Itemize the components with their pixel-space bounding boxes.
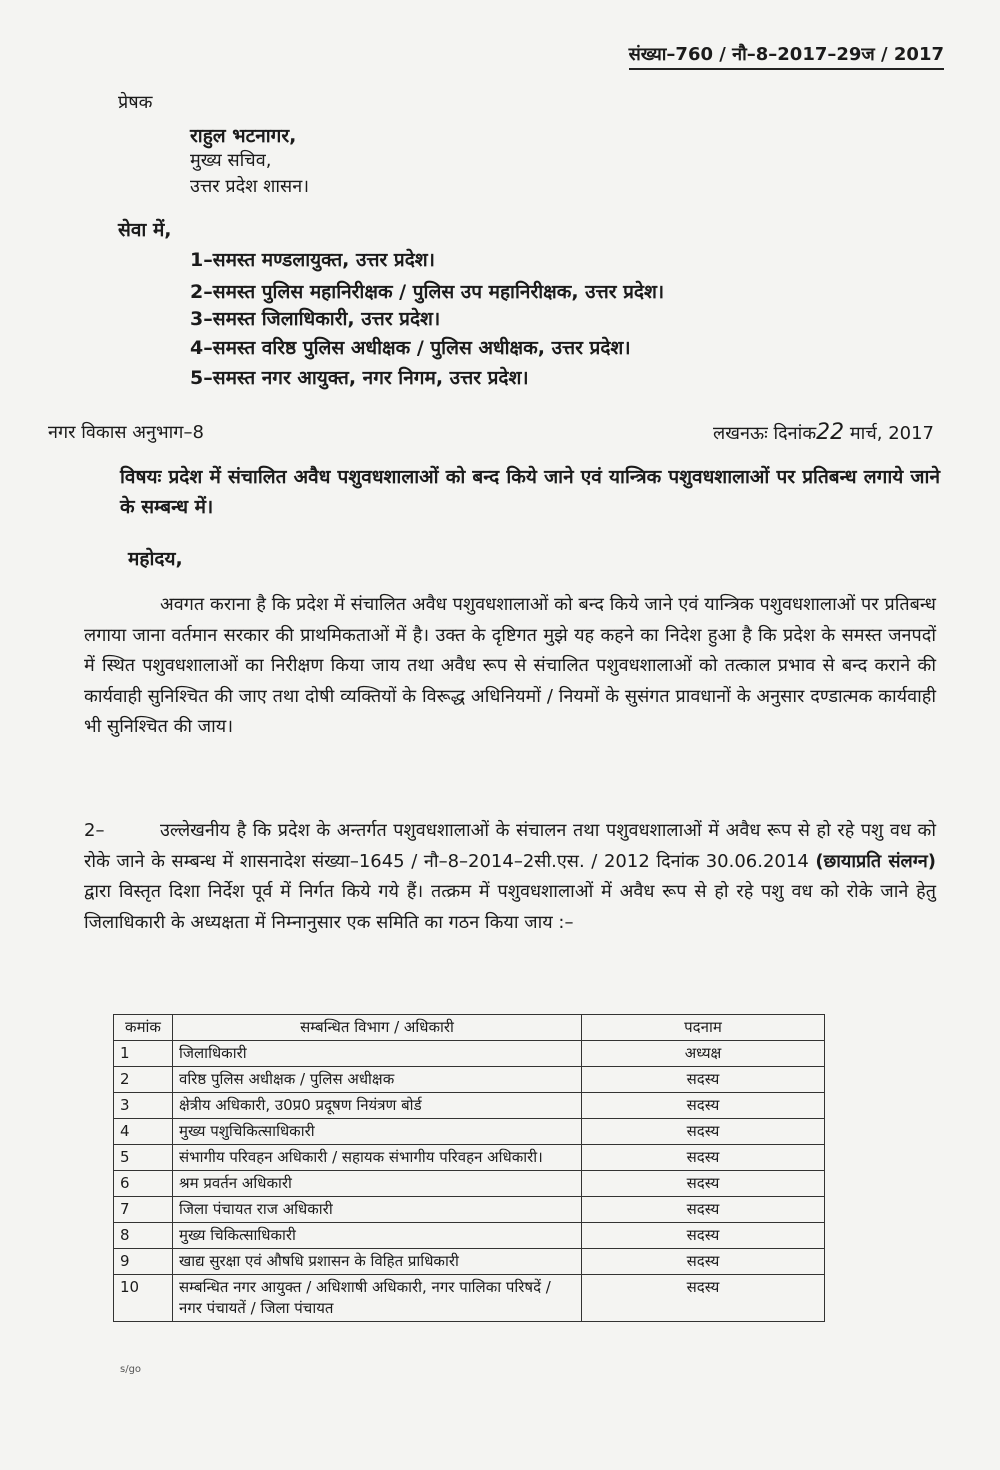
table-row bbox=[114, 1171, 825, 1197]
paragraph-1: अवगत कराना है कि प्रदेश में संचालित अवैध पशुवधशालाओं को बन्द किये जाने एवं यान्त्रिक पशुवधशालाओं पर प्रतिबन्ध लगाया जाना वर्तमान सरकार की प्राथमिकताओं में है। उक्त के दृष्टिगत मुझे यह कहने का निदेश हुआ है कि प्रदेश के समस्त जनपदों में स्थित पशुवधशालाओं का निरीक्षण किया जाय तथा अवैध रूप से संचालित पशुवधशालाओं को तत्काल प्रभाव से बन्द कराने की कार्यवाही सुनिश्चित की जाए तथा दोषी व्यक्तियों के विरूद्ध अधिनियमों / नियमों के सुसंगत प्रावधानों के अनुसार दण्डात्मक कार्यवाही भी सुनिश्चित की जाय। bbox=[84, 594, 936, 737]
table-row bbox=[114, 1249, 825, 1275]
cell-serial: 8 bbox=[114, 1223, 173, 1249]
cell-serial: 3 bbox=[114, 1093, 173, 1119]
paragraph-2-text-a: उल्लेखनीय है कि प्रदेश के अन्तर्गत पशुवधशालाओं के संचालन तथा पशुवधशालाओं में अवैध रूप से हो रहे पशु वध को रोके जाने के सम्बन्ध में शासनादेश संख्या–1645 / नौ–8–2014–2सी.एस. / 2012 दिनांक 30.06.2014 bbox=[84, 820, 936, 872]
cell-designation: सदस्य bbox=[582, 1223, 825, 1249]
cell-department: वरिष्ठ पुलिस अधीक्षक / पुलिस अधीक्षक bbox=[173, 1067, 582, 1093]
date-month-year: मार्च, 2017 bbox=[849, 423, 934, 444]
cell-department: जिलाधिकारी bbox=[173, 1041, 582, 1067]
cell-department: जिला पंचायत राज अधिकारी bbox=[173, 1197, 582, 1223]
table-row bbox=[114, 1223, 825, 1249]
sender-designation: मुख्य सचिव, bbox=[190, 150, 272, 171]
table-header-row bbox=[114, 1015, 825, 1041]
salutation: महोदय, bbox=[128, 548, 183, 570]
paragraph-2-text-b: द्वारा विस्तृत दिशा निर्देश पूर्व में निर्गत किये गये हैं। तत्क्रम में पशुवधशालाओं में अवैध रूप से हो रहे पशु वध को रोके जाने हेतु जिलाधिकारी के अध्यक्षता में निम्नानुसार एक समिति का गठन किया जाय :– bbox=[84, 881, 936, 933]
cell-designation: अध्यक्ष bbox=[582, 1041, 825, 1067]
cell-serial: 1 bbox=[114, 1041, 173, 1067]
cell-serial: 10 bbox=[114, 1275, 173, 1322]
sender-office: उत्तर प्रदेश शासन। bbox=[190, 176, 310, 197]
header-designation: पदनाम bbox=[582, 1015, 825, 1041]
subject-line: विषयः प्रदेश में संचालित अवैध पशुवधशालाओं को बन्द किये जाने एवं यान्त्रिक पशुवधशालाओं पर प्रतिबन्ध लगाये जाने के सम्बन्ध में। bbox=[120, 466, 940, 518]
attachment-note: (छायाप्रति संलग्न) bbox=[815, 850, 936, 872]
cell-designation: सदस्य bbox=[582, 1145, 825, 1171]
table-row bbox=[114, 1041, 825, 1067]
recipients-heading: सेवा में, bbox=[118, 219, 172, 241]
cell-designation: सदस्य bbox=[582, 1119, 825, 1145]
recipient-item: 1–समस्त मण्डलायुक्त, उत्तर प्रदेश। bbox=[190, 249, 435, 271]
header-department: सम्बन्धित विभाग / अधिकारी bbox=[173, 1015, 582, 1041]
date-day: 22 bbox=[816, 420, 845, 445]
cell-serial: 7 bbox=[114, 1197, 173, 1223]
section-name: नगर विकास अनुभाग–8 bbox=[48, 422, 204, 443]
sender-heading: प्रेषक bbox=[118, 92, 153, 113]
cell-serial: 9 bbox=[114, 1249, 173, 1275]
table-row bbox=[114, 1145, 825, 1171]
cell-designation: सदस्य bbox=[582, 1275, 825, 1322]
cell-serial: 2 bbox=[114, 1067, 173, 1093]
table-row bbox=[114, 1067, 825, 1093]
cell-department: क्षेत्रीय अधिकारी, उ0प्र0 प्रदूषण नियंत्रण बोर्ड bbox=[173, 1093, 582, 1119]
cell-designation: सदस्य bbox=[582, 1067, 825, 1093]
paragraph-2 bbox=[84, 816, 936, 938]
cell-designation: सदस्य bbox=[582, 1249, 825, 1275]
reference-number: संख्या–760 / नौ–8–2017–29ज / 2017 bbox=[629, 42, 944, 70]
place-date bbox=[713, 420, 934, 445]
header-serial: कमांक bbox=[114, 1015, 173, 1041]
table-row bbox=[114, 1119, 825, 1145]
footer-mark: s/go bbox=[120, 1364, 142, 1375]
recipient-item: 2–समस्त पुलिस महानिरीक्षक / पुलिस उप महानिरीक्षक, उत्तर प्रदेश। bbox=[190, 281, 665, 303]
cell-serial: 6 bbox=[114, 1171, 173, 1197]
table-row bbox=[114, 1275, 825, 1322]
cell-department: सम्बन्धित नगर आयुक्त / अधिशाषी अधिकारी, नगर पालिका परिषदें / नगर पंचायतें / जिला पंचायत bbox=[173, 1275, 582, 1322]
cell-department: मुख्य पशुचिकित्साधिकारी bbox=[173, 1119, 582, 1145]
recipient-item: 4–समस्त वरिष्ठ पुलिस अधीक्षक / पुलिस अधीक्षक, उत्तर प्रदेश। bbox=[190, 337, 631, 359]
cell-department: संभागीय परिवहन अधिकारी / सहायक संभागीय परिवहन अधिकारी। bbox=[173, 1145, 582, 1171]
sender-name: राहुल भटनागर, bbox=[190, 125, 297, 147]
cell-designation: सदस्य bbox=[582, 1197, 825, 1223]
cell-serial: 4 bbox=[114, 1119, 173, 1145]
cell-serial: 5 bbox=[114, 1145, 173, 1171]
cell-department: मुख्य चिकित्साधिकारी bbox=[173, 1223, 582, 1249]
table-row bbox=[114, 1093, 825, 1119]
table-row bbox=[114, 1197, 825, 1223]
paragraph-number: 2– bbox=[84, 820, 105, 841]
place-date-prefix: लखनऊः दिनांक bbox=[713, 423, 817, 444]
recipient-item: 3–समस्त जिलाधिकारी, उत्तर प्रदेश। bbox=[190, 308, 441, 330]
cell-department: श्रम प्रवर्तन अधिकारी bbox=[173, 1171, 582, 1197]
committee-table bbox=[113, 1014, 825, 1322]
cell-designation: सदस्य bbox=[582, 1171, 825, 1197]
cell-department: खाद्य सुरक्षा एवं औषधि प्रशासन के विहित प्राधिकारी bbox=[173, 1249, 582, 1275]
recipient-item: 5–समस्त नगर आयुक्त, नगर निगम, उत्तर प्रदेश। bbox=[190, 367, 529, 389]
cell-designation: सदस्य bbox=[582, 1093, 825, 1119]
